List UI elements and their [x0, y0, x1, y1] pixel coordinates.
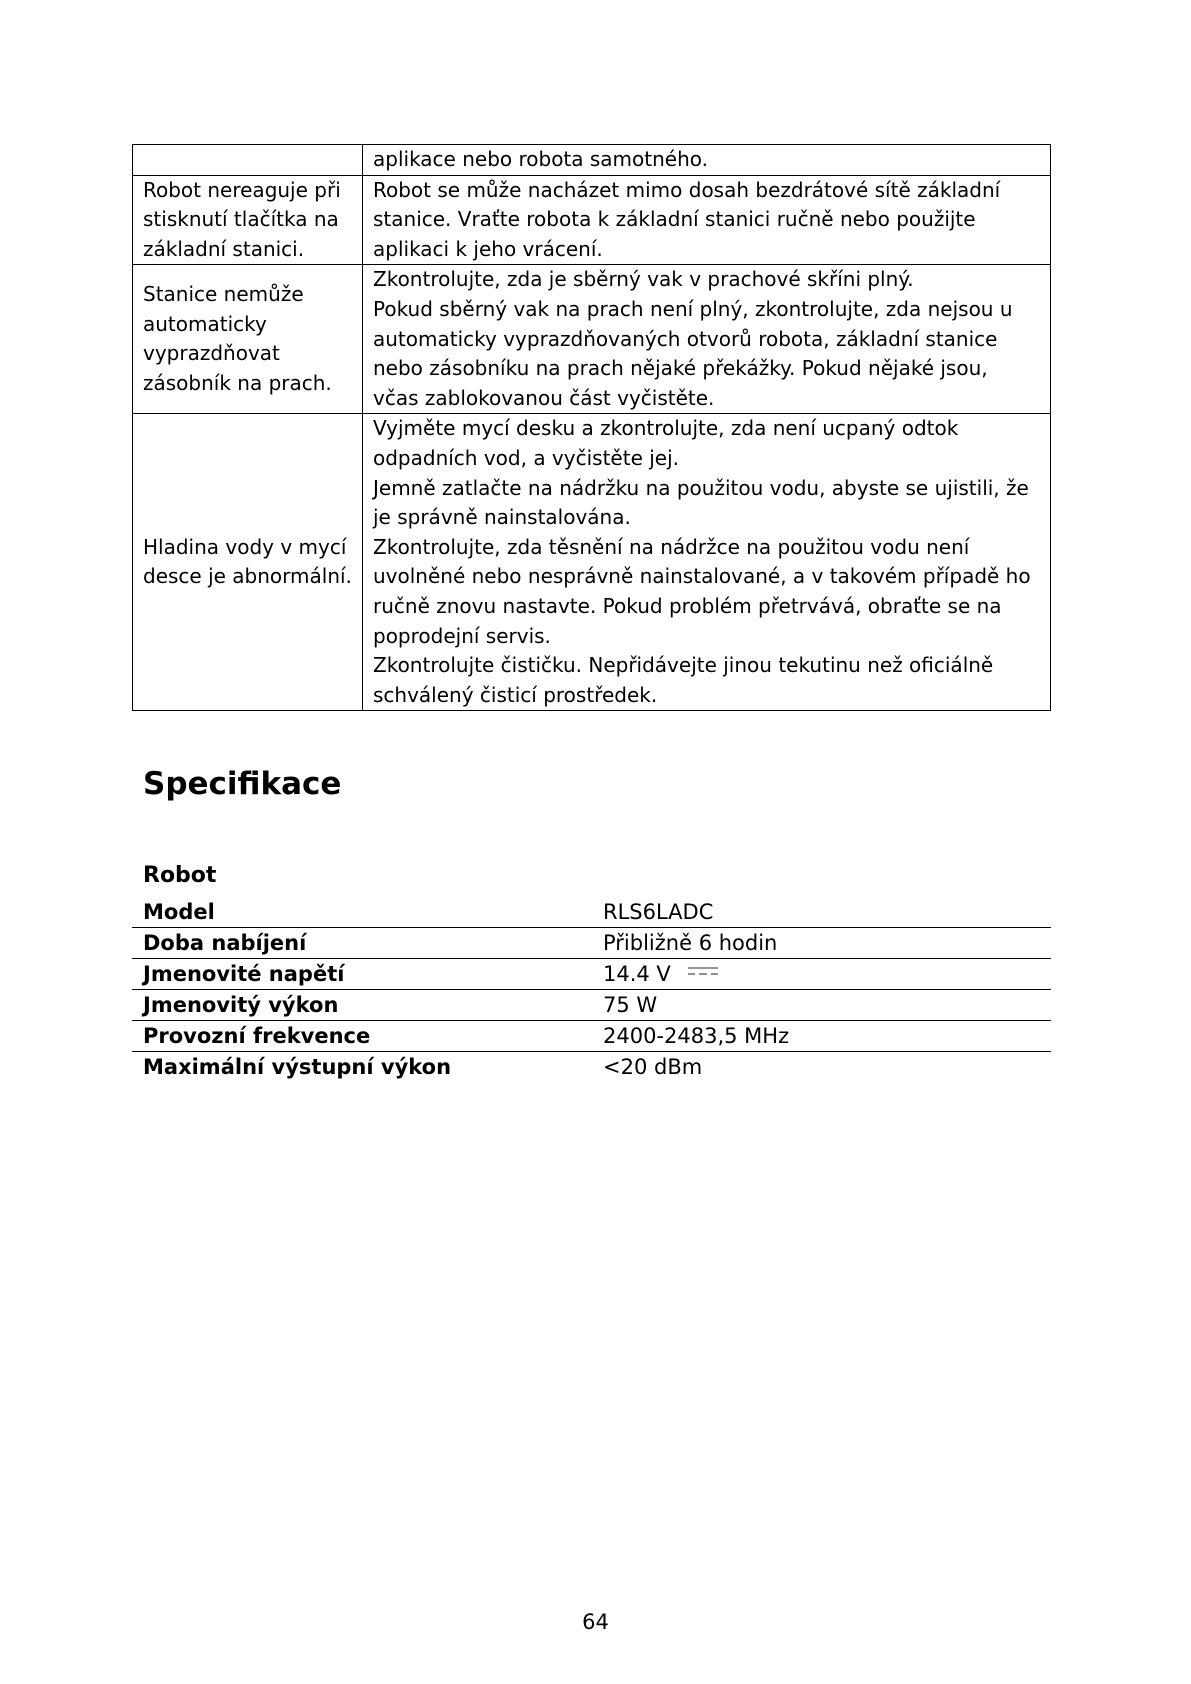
solution-cell — [363, 145, 1051, 176]
spec-label: Jmenovité napětí — [132, 959, 592, 990]
table-row — [133, 265, 1051, 414]
spec-label: Doba nabíjení — [132, 928, 592, 959]
spec-value: 75 W — [592, 990, 1051, 1021]
solution-text: Jemně zatlačte na nádržku na použitou vodu, abyste se ujistili, že je správně nainstalována. — [373, 475, 1029, 530]
spec-row — [132, 959, 1051, 990]
spec-value-cell — [592, 959, 1051, 990]
solution-text: Pokud sběrný vak na prach není plný, zkontrolujte, zda nejsou u automaticky vyprazdňovaných otvorů robota, základní stanice nebo zásobníku na prach nějaké překážky. Pokud nějaké jsou, včas zablokovanou část vyčistěte. — [373, 296, 1013, 410]
spec-table — [132, 897, 1051, 1082]
table-row — [133, 414, 1051, 711]
spec-value: <20 dBm — [603, 1055, 703, 1079]
solution-text: Robot se může nacházet mimo dosah bezdrátové sítě základní stanice. Vraťte robota k základní stanici ručně nebo použijte aplikaci k jeho vrácení. — [373, 177, 1001, 261]
dc-current-icon — [688, 965, 718, 977]
spec-row — [132, 897, 1051, 928]
solution-text: Zkontrolujte čističku. Nepřidávejte jinou tekutinu než oficiálně schválený čisticí prostředek. — [373, 653, 994, 707]
table-row — [133, 175, 1051, 265]
problem-cell: Robot nereaguje při stisknutí tlačítka na základní stanici. — [133, 175, 363, 265]
spec-row — [132, 1052, 1051, 1083]
problem-cell — [133, 145, 363, 176]
spec-label: Jmenovitý výkon — [132, 990, 592, 1021]
solution-text: Vyjměte mycí desku a zkontrolujte, zda není ucpaný odtok odpadních vod, a vyčistěte jej. — [373, 416, 959, 470]
spec-row — [132, 1021, 1051, 1052]
solution-text: Zkontrolujte, zda je sběrný vak v prachové skříni plný. — [373, 267, 914, 292]
spec-row — [132, 990, 1051, 1021]
table-row — [133, 145, 1051, 176]
spec-value: 2400-2483,5 MHz — [592, 1021, 1051, 1052]
spec-label: Maximální výstupní výkon — [143, 1055, 452, 1079]
spec-label: Provozní frekvence — [132, 1021, 592, 1052]
page-number: 64 — [582, 1610, 609, 1634]
solution-cell — [363, 265, 1051, 414]
problem-cell: Stanice nemůže automaticky vyprazdňovat zásobník na prach. — [133, 265, 363, 414]
spec-label: Model — [132, 897, 592, 928]
spec-row — [132, 928, 1051, 959]
section-subtitle: Robot — [143, 863, 217, 888]
solution-cell — [363, 175, 1051, 265]
solution-text: aplikace nebo robota samotného. — [373, 147, 709, 171]
spec-value: RLS6LADC — [592, 897, 1051, 928]
spec-value: Přibližně 6 hodin — [592, 928, 1051, 959]
solution-cell — [363, 414, 1051, 711]
troubleshooting-table — [132, 144, 1051, 711]
problem-cell: Hladina vody v mycí desce je abnormální. — [133, 414, 363, 711]
solution-text: Zkontrolujte, zda těsnění na nádržce na použitou vodu není uvolněné nebo nesprávně nainstalované, a v takovém případě ho ručně znovu nastavte. Pokud problém přetrvává, obraťte se na poprodejní servis. — [373, 534, 1031, 648]
spec-value: 14.4 V — [603, 962, 671, 986]
section-title: Specifikace — [143, 766, 342, 802]
